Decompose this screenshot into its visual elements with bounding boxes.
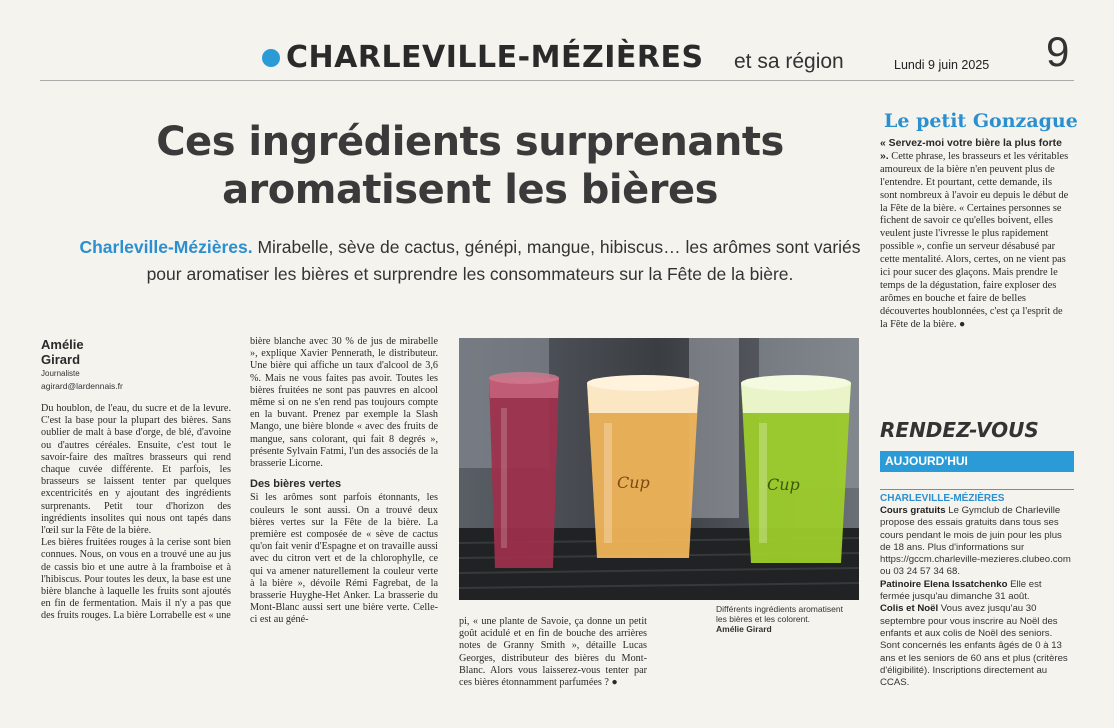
rendez-vous-title: RENDEZ-VOUS — [880, 418, 1039, 442]
article-column-1 — [41, 403, 231, 623]
article-column-3 — [459, 616, 647, 689]
article-deck — [60, 234, 880, 288]
author-role: Journaliste — [41, 369, 80, 378]
event-item — [880, 603, 1074, 689]
sidebar-lead: « Servez-moi votre bière la plus forte ». — [880, 138, 1062, 162]
deck-text: Mirabelle, sève de cactus, génépi, mangue, hibiscus… les arômes sont variés pour aromatiser les bières et surprendre les consommateurs sur la Fête de la bière. — [146, 237, 861, 284]
issue-date: Lundi 9 juin 2025 — [894, 58, 990, 72]
event-text: Vous avez jusqu'au 30 septembre pour vous inscrire au Noël des enfants et aux colis de Noël des seniors. Sont concernés les enfants âgés de 0 à 13 ans et les seniors de 60 ans et plus (critères d'éligibilité). Inscriptions directement au CCAS. — [880, 603, 1068, 689]
event-title: Patinoire Elena Issatchenko — [880, 578, 1008, 590]
today-banner: AUJOURD'HUI — [880, 451, 1074, 472]
column-1-paragraph-1: Du houblon, de l'eau, du sucre et de la levure. C'est la base pour la plupart des bières. Sans oublier de malt à base d'orge, de blé, d'avoine ou d'autres céréales. Ensuite, c'est tout le savoir-faire des maîtres brasseurs qui rend chaque cuvée différente. Et parfois, les brasseurs se laissent tenter par quelques excentricités en y ajoutant des ingrédients surprenants. Petit tour d'horizon des ingrédients insolites qui nous ont tapés dans l'œil sur la Fête de la bière. — [41, 403, 231, 537]
red-beer-glass — [489, 372, 559, 568]
orange-beer-glass — [587, 375, 699, 558]
sidebar-body: Cette phrase, les brasseurs et les véritables amoureux de la bière n'en peuvent plus de l'entendre. Et pourtant, cette demande, ils sont nombreux à l'avoir eu depuis le début de la Fête de la bière. « Certaines personnes se fichent de savoir ce qu'elles boivent, elles veulent juste l'ivresse le plus rapidement possible », confie un serveur désabusé par cette mentalité. Alors, certes, on ne vient pas ici pour sucer des glaçons. Mais prendre le temps de la dégustation, faire exploser des arômes en bouche et faire de belles découvertes houblonnées, c'est ça l'esprit de la Fête de la bière. ● — [880, 150, 1069, 330]
section-region: et sa région — [734, 50, 844, 73]
event-item — [880, 505, 1074, 579]
author-email: agirard@lardennais.fr — [41, 381, 123, 391]
beer-glasses-illustration — [459, 338, 859, 600]
page-number: 9 — [1046, 28, 1070, 75]
headline-line-1: Ces ingrédients surprenants — [156, 119, 784, 165]
photo-credit: Amélie Girard — [716, 624, 772, 634]
article-subhead: Des bières vertes — [250, 478, 342, 491]
column-2-paragraph-1: bière blanche avec 30 % de jus de mirabelle », explique Xavier Pennerath, le distributeur. Une bière qui affiche un taux d'alcool de 3,6 %. Mais ne vous faites pas avoir. Toutes les bières fruitées ne sont pas pauvres en alcool même si on ne s'en rend pas toujours compte en la buvant. Prenez par exemple la Slash Mango, une bière blonde « avec des fruits de mangue, sans colorant, qui fait 8 degrés », présente Sylvain Fatmi, l'un des associés de la brasserie Licorne. — [250, 336, 439, 470]
event-text: Elle est fermée jusqu'au dimanche 31 août. — [880, 578, 1042, 603]
green-beer-glass — [741, 375, 851, 563]
header-divider — [40, 80, 1074, 81]
column-2-paragraph-2: Si les arômes sont parfois étonnants, les couleurs le sont aussi. On a trouvé deux bières vertes sur la Fête de la bière. La première est composée de « sève de cactus qu'on fait venir d'Espagne et on travaille aussi avec du citron vert et de la chlorophylle, ce qui va amener naturellement la couleur verte à la bière », dévoile Rémi Fagrebat, de la brasserie Huyghe-Het Anker. La brasserie du Mont-Blanc aussi sert une bière verte. Celle-ci est au géné- — [250, 492, 438, 626]
event-title: Cours gratuits — [880, 505, 946, 516]
article-headline — [80, 118, 860, 214]
column-3-paragraph-1: pi, « une plante de Savoie, ça donne un petit goût acidulé et en fin de bouche des arrières notes de Granny Smith », détaille Lucas Georges, distributeur des bières du Mont-Blanc. Alors vous laisserez-vous tenter par ces bières étonnamment parfumées ? ● — [459, 616, 647, 689]
sidebar-text — [880, 138, 1070, 332]
article-column-2 — [250, 336, 438, 627]
event-item — [880, 579, 1074, 604]
events-divider — [880, 489, 1074, 490]
events-location: CHARLEVILLE-MÉZIÈRES — [880, 493, 1005, 504]
column-1-paragraph-2: Les bières fruitées rouges à la cerise sont bien connues. Nous, on vous en a trouvé une au jus de cassis bio et une autre à la framboise et à l'hibiscus. Pour toutes les deux, la base est une bière blanche à laquelle les fruits sont ajoutés en fin de fermentation. Mais il n'y a pas que des fruits rouges. La bière Lorrabelle est « une — [41, 537, 231, 622]
sidebar-title: Le petit Gonzague — [884, 110, 1078, 132]
section-city: CHARLEVILLE-MÉZIÈRES — [286, 40, 704, 75]
author-first-name: Amélie — [41, 337, 84, 352]
event-title: Colis et Noël — [880, 603, 939, 615]
glass-label-green: Cup — [767, 475, 800, 494]
section-bullet-icon — [262, 49, 280, 67]
glass-label-orange: Cup — [617, 473, 650, 492]
photo-caption — [716, 604, 856, 634]
caption-text: Différents ingrédients aromatisent les bières et les colorent. — [716, 604, 843, 624]
event-text: Le Gymclub de Charleville propose des essais gratuits dans tous ses cours pendant le mois de juin pour les plus de 18 ans. Plus d'informations sur https://gccm.charleville-mezieres.clubeo.com ou 03 24 57 34 68. — [880, 505, 1071, 578]
events-list — [880, 505, 1074, 689]
author-last-name: Girard — [41, 352, 81, 367]
author-name — [41, 337, 84, 367]
headline-line-2: aromatisent les bières — [222, 167, 718, 213]
deck-location: Charleville-Mézières. — [79, 237, 253, 257]
beer-photo — [459, 338, 859, 600]
